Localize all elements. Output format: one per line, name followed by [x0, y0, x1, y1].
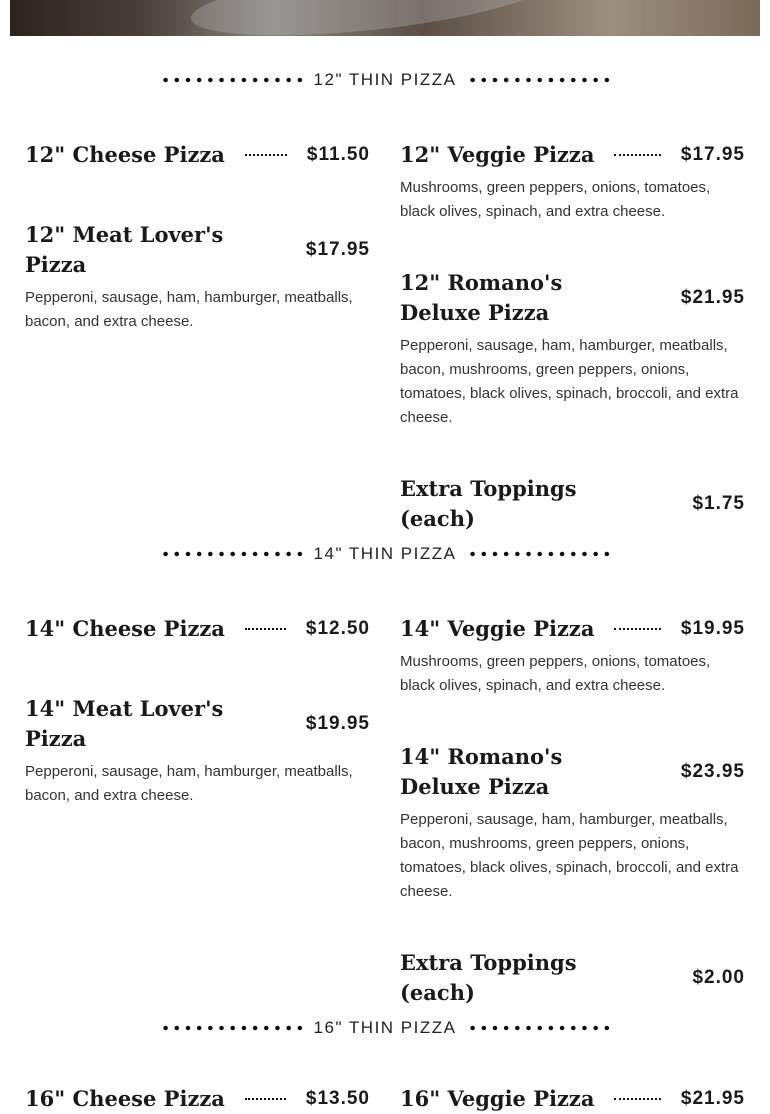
dotted-leader [245, 154, 287, 156]
dots-divider-left [160, 551, 303, 557]
menu-item-12-cheese [25, 140, 370, 170]
item-description: Pepperoni, sausage, ham, hamburger, meatballs, bacon, and extra cheese. [25, 763, 353, 804]
menu-item-14-cheese [25, 614, 370, 644]
item-description: Pepperoni, sausage, ham, hamburger, meatballs, bacon, and extra cheese. [25, 289, 353, 330]
dots-divider-right [467, 551, 610, 557]
item-price: $12.50 [305, 618, 370, 639]
item-name: Extra Toppings (each) [400, 476, 577, 531]
menu-item-12-extra-toppings [400, 474, 745, 534]
menu-item-16-cheese [25, 1084, 370, 1114]
dotted-leader [614, 628, 660, 630]
item-name: 14" Meat Lover's Pizza [25, 696, 224, 751]
menu-item-12-veggie [400, 140, 745, 224]
item-price: $23.95 [680, 761, 745, 782]
dotted-leader [614, 154, 660, 156]
dots-divider-left [160, 77, 303, 83]
item-price: $1.75 [692, 493, 745, 514]
item-name: 14" Cheese Pizza [25, 616, 225, 641]
item-price: $11.50 [306, 144, 370, 165]
menu-item-14-meat-lovers [25, 694, 370, 808]
item-price: $21.95 [680, 287, 745, 308]
menu-item-12-meat-lovers [25, 220, 370, 334]
item-price: $13.50 [305, 1088, 370, 1109]
item-price: $17.95 [680, 144, 745, 165]
item-description: Pepperoni, sausage, ham, hamburger, meatballs, bacon, mushrooms, green peppers, onions, tomatoes, black olives, spinach, broccoli, and extra cheese. [400, 811, 739, 900]
item-name: 12" Veggie Pizza [400, 142, 595, 167]
item-name: 12" Cheese Pizza [25, 142, 225, 167]
item-name: 14" Romano's Deluxe Pizza [400, 744, 563, 799]
item-price: $21.95 [680, 1088, 745, 1109]
item-name: 12" Romano's Deluxe Pizza [400, 270, 563, 325]
dotted-leader [614, 1098, 660, 1100]
hero-image [10, 0, 760, 36]
menu-item-14-extra-toppings [400, 948, 745, 1008]
item-description: Mushrooms, green peppers, onions, tomatoes, black olives, spinach, and extra cheese. [400, 179, 711, 220]
section-title: 16" THIN PIZZA [313, 1018, 457, 1037]
item-name: 14" Veggie Pizza [400, 616, 595, 641]
section-title: 12" THIN PIZZA [313, 70, 457, 89]
item-description: Mushrooms, green peppers, onions, tomatoes, black olives, spinach, and extra cheese. [400, 653, 711, 694]
menu-item-14-veggie [400, 614, 745, 698]
item-name: 12" Meat Lover's Pizza [25, 222, 224, 277]
section-title: 14" THIN PIZZA [313, 544, 457, 563]
dots-divider-right [467, 1025, 610, 1031]
item-price: $2.00 [692, 967, 745, 988]
item-price: $19.95 [680, 618, 745, 639]
item-description: Pepperoni, sausage, ham, hamburger, meatballs, bacon, mushrooms, green peppers, onions, tomatoes, black olives, spinach, broccoli, and extra cheese. [400, 337, 739, 426]
dots-divider-right [467, 77, 610, 83]
item-name: 16" Cheese Pizza [25, 1086, 225, 1111]
section-header-14 [160, 542, 610, 566]
menu-item-14-romanos-deluxe [400, 742, 745, 904]
menu-item-16-veggie [400, 1084, 745, 1114]
section-header-12 [160, 68, 610, 92]
section-header-16 [160, 1016, 610, 1040]
item-price: $19.95 [305, 713, 370, 734]
menu-item-12-romanos-deluxe [400, 268, 745, 430]
dotted-leader [245, 1098, 286, 1100]
item-name: 16" Veggie Pizza [400, 1086, 595, 1111]
item-name: Extra Toppings (each) [400, 950, 577, 1005]
dots-divider-left [160, 1025, 303, 1031]
item-price: $17.95 [305, 239, 370, 260]
dotted-leader [245, 628, 286, 630]
